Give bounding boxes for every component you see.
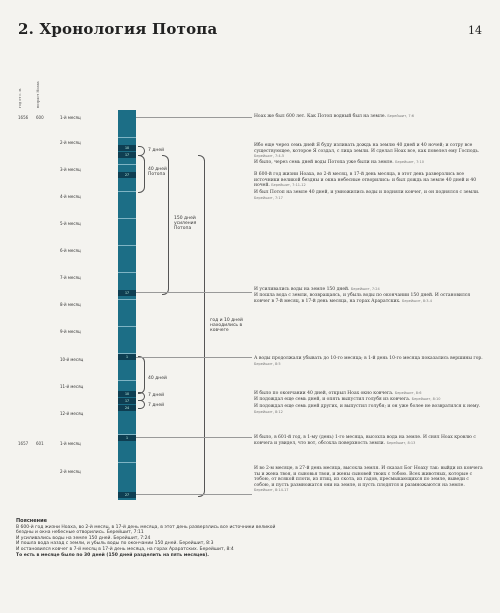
entry-ref: Берейшит, 8:13 [386,440,416,445]
month-divider [118,245,136,246]
month-label: 10-й месяц [60,357,84,362]
month-label: 7-й месяц [60,275,81,280]
connector-line [136,437,252,438]
entry-text: И пошла вода с земли, возвращаясь, и убыль воды по окончании 150 дней. И остановился ковчег в 7-й месяц, в 17-й день месяца, на горах Араратских. [254,293,471,304]
month-divider [118,272,136,273]
entry-text: И подождал еще семь дней других, и выпустил голубя; и он уже более не возвратился к нему. [254,404,481,409]
entry [254,190,486,201]
day-mark: 17 [118,152,136,158]
entry-ref: Берейшит, 7:6 [387,114,414,118]
entry [254,287,486,293]
entry-text: Ибо еще через семь дней Я буду изливать дождь на землю 40 дней и 40 ночей; и сотру все существующее, которое Я создал, с лица земли. И сделал Ноах все, как повелел ему Господь. [254,143,480,154]
notes-line: То есть в месяце было по 30 дней (150 дней разделить на пять месяцев). [16,552,209,558]
entry-ref: Берейшит, 8:5 [254,361,281,366]
month-divider [118,462,136,463]
entry-text: И во 2-м месяце, в 27-й день месяца, высохла земля. И сказал Бог Ноаху так: выйди из ковчега ты и жена твоя, и сыновья твои, и жены сыновей твоих с тобою. Всех животных, которые с тобою, от всякой плоти, из птиц, из скота, из гадов, пресмыкающихся по земле, выведи с собою, и пусть размножатся они на земле, и пусть плодятся и размножаются на земле. [254,466,483,488]
month-label: 2-й месяц [60,469,81,474]
day-mark: 17 [118,290,136,296]
connector-line [136,494,252,495]
timeline-bar [118,110,136,500]
brace-40-days-second [138,356,145,394]
entry [254,293,486,304]
entry-ref: Берейшит, 7:11-12 [271,183,306,188]
entry [254,172,486,189]
entry-text: И было, в 601-й год, в 1-му (день) 1-го месяца, высохла вода на земле. И снял Ноах кровлю с ковчега и увидел, что вот, обсохла поверхность земли. [254,435,476,446]
month-divider [118,326,136,327]
connector-line [136,292,252,293]
month-divider [118,299,136,300]
notes-line: В 600-й год жизни Ноаха, во 2-й месяц, в 17-й день месяца, в этот день разверзлись все источники великой бездны и окна небесные отворились. Берейшит, 7:11 [16,524,276,536]
entry-ref: Берейшит, 8:3-4 [401,298,433,303]
entry [254,466,486,494]
month-divider [118,218,136,219]
brace-label: 40 дней Потопа [148,167,167,178]
month-label: 9-й месяц [60,329,81,334]
page-number: 14 [468,24,482,37]
entry [254,160,486,166]
entry-ref: Берейшит, 7:24 [350,287,380,291]
notes-line: И пошла вода назад с земли, и убыль воды по окончании 150 дней. Берейшит, 8:3 [16,541,214,547]
month-divider [118,137,136,138]
day-mark: 1 [118,435,136,441]
brace-year [198,155,205,497]
day-mark: 10 [118,145,136,151]
entry [254,114,486,120]
brace-label: 40 дней [148,376,167,381]
day-mark: 27 [118,492,136,498]
month-divider [118,191,136,192]
brace-150-days [162,155,169,295]
entry-text: А воды продолжали убывать до 10-го месяца; в 1-й день 10-го месяца показались вершины гор. [254,356,483,361]
entry-text: И был Потоп на земле 40 дней, и умножились воды и подняли ковчег, и он поднялся с земли. [254,190,480,195]
brace-40-days [138,155,145,193]
brace-label: 7 дней [148,148,165,153]
entry-ref: Берейшит, 8:12 [254,409,283,414]
entry [254,356,486,367]
entry [254,143,486,160]
notes-title: Пояснение [16,518,47,524]
entry-text: И усиливались воды на земле 150 дней. [254,287,350,292]
day-mark: 1 [118,354,136,360]
entry-ref: Берейшит, 7:17 [254,195,283,200]
entry-text: Ноах же был 600 лет. Как Потоп водный был на земле. [254,114,386,119]
month-label: 3-й месяц [60,167,81,172]
brace-label: 7 дней [148,403,165,408]
entry [254,404,486,415]
entry-ref: Берейшит, 8:6 [394,391,422,395]
notes-line: И усиливались воды на земле 150 дней. Берейшит, 7:24 [16,535,151,541]
entry [254,435,486,446]
month-label: 6-й месяц [60,248,81,253]
entry-text: И было, через семь дней воды Потопа уже были на земле. [254,160,394,165]
day-mark: 17 [118,398,136,404]
entry-text: И подождал еще семь дней, и опять выпустил голубя из ковчега. [254,397,411,402]
entry [254,391,486,397]
entry-ref: Берейшит, 8:14-17 [254,488,289,493]
connector-line [136,117,252,118]
month-label: 1-й месяц [60,441,81,446]
brace-7-days-third [138,400,145,409]
month-label: 5-й месяц [60,221,81,226]
month-label: 4-й месяц [60,194,81,199]
day-mark: 24 [118,405,136,411]
end-year: 1657 [18,441,29,446]
end-age: 601 [36,441,44,446]
start-age: 600 [36,115,44,120]
page-title: 2. Хронология Потопа [18,20,218,38]
age-column-header: возраст Ноаха [36,81,40,108]
month-label: 8-й месяц [60,302,81,307]
day-mark: 27 [118,172,136,178]
month-divider [118,164,136,165]
explanation-notes [16,519,276,558]
month-divider [118,380,136,381]
brace-label: 7 дней [148,393,165,398]
entry [254,397,486,403]
entry-ref: Берейшит, 7:4-5 [254,154,285,159]
entry-text: В 600-й год жизни Ноаха, во 2-й месяц, в 17-й день месяца, в этот день разверзлись все источники великой бездны и окна небесные отворились: и был дождь на земле 40 дней и 40 ночей. [254,172,477,189]
month-label: 11-й месяц [60,384,84,389]
brace-label: год и 10 дней находились в ковчеге [210,318,243,334]
year-column-header: год от с. м. [18,87,22,108]
brace-label: 150 дней усиления Потопа [174,216,197,232]
connector-line [136,357,252,358]
entry-ref: Берейшит, 7:10 [395,160,424,164]
entry-ref: Берейшит, 8:10 [411,397,441,401]
month-label: 1-й месяц [60,115,81,120]
start-year: 1656 [18,115,29,120]
entry-text: И было по окончании 40 дней, открыл Ноах окно ковчега. [254,391,394,396]
month-label: 12-й месяц [60,411,84,416]
notes-line: И остановился ковчег в 7-й месяц в 17-й день месяца, на горах Араратских. Берейшит, 8:4 [16,546,234,552]
month-label: 2-й месяц [60,140,81,145]
day-mark: 10 [118,391,136,397]
